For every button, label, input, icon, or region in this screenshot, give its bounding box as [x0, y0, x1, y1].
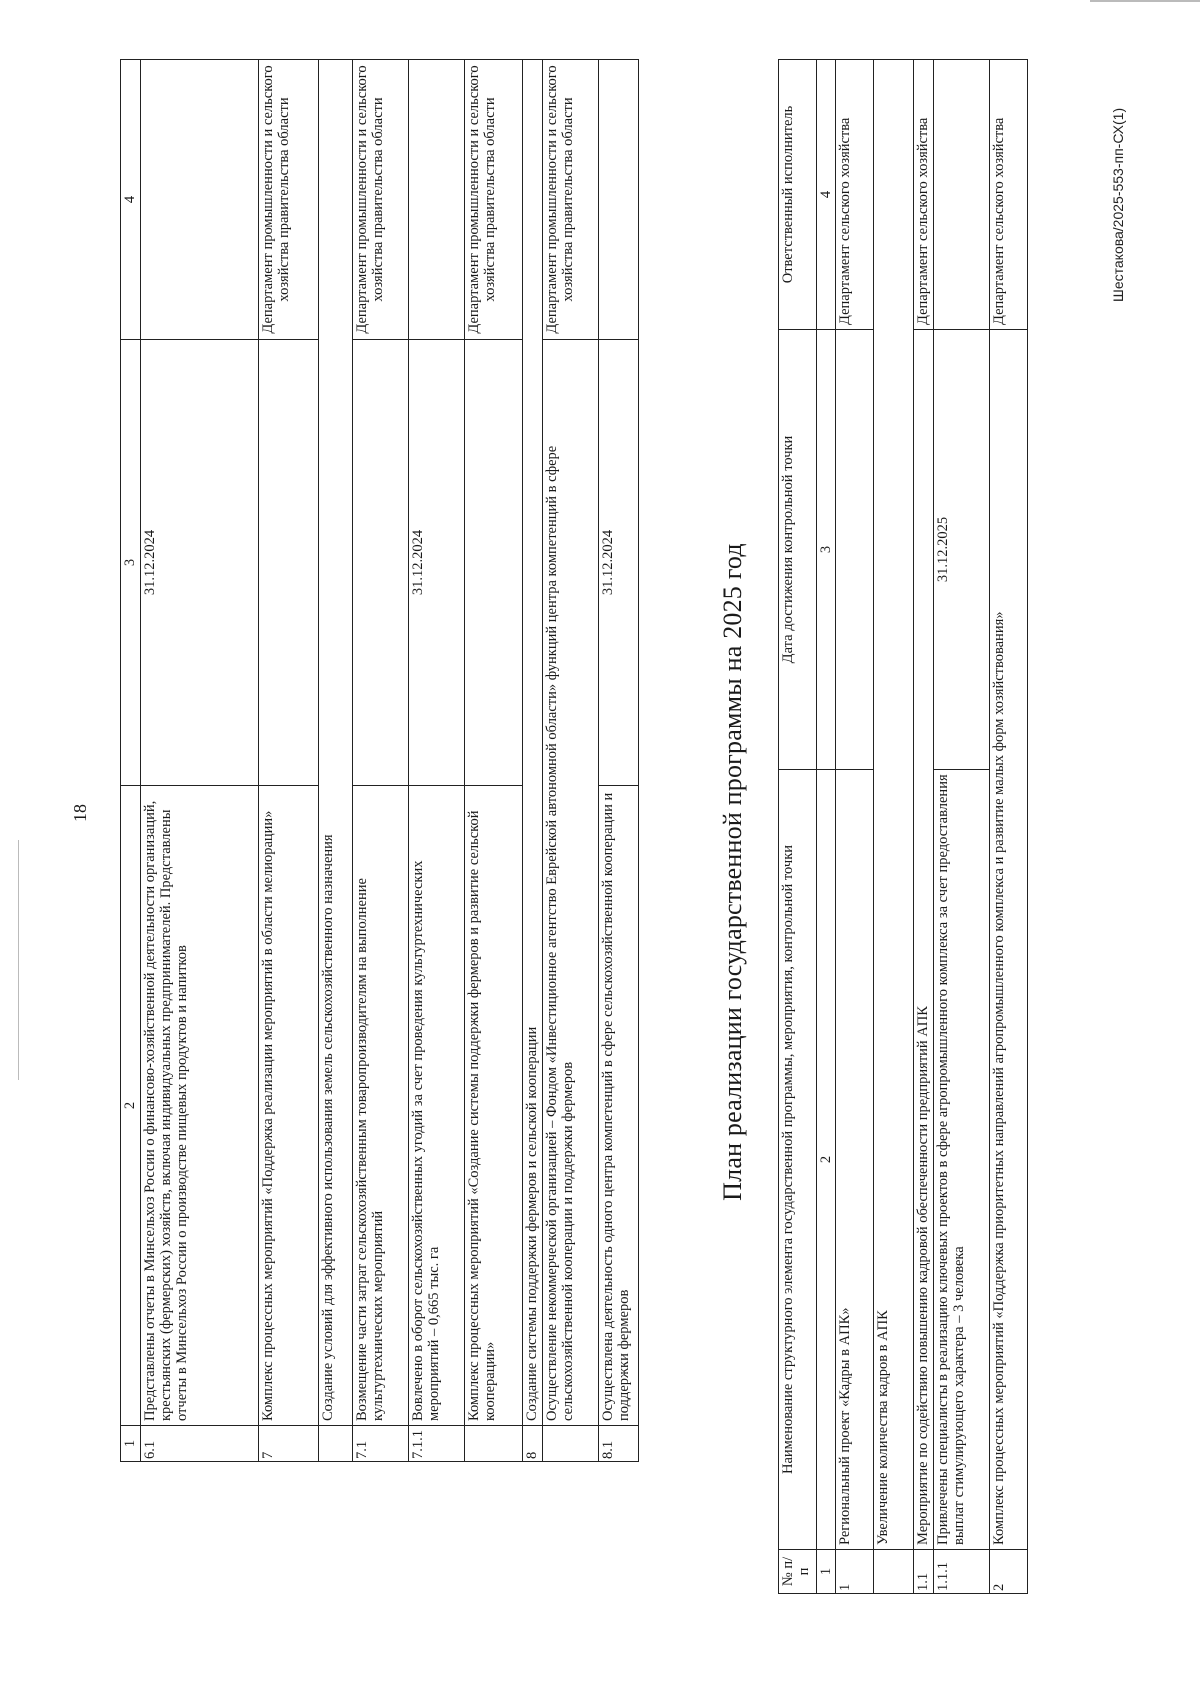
- row-date: 31.12.2024: [141, 340, 259, 786]
- row-executor: [409, 60, 465, 340]
- row-date: [465, 340, 523, 786]
- row-number: 1.1: [914, 1550, 934, 1594]
- row-number: 7.1.1: [409, 1426, 465, 1462]
- row-number: 6.1: [141, 1426, 259, 1462]
- column-header: Наименование структурного элемента государственной программы, мероприятия, контрольной точки: [779, 770, 817, 1550]
- row-executor: [599, 60, 639, 340]
- row-number: [319, 1426, 353, 1462]
- table-row: [934, 60, 990, 1594]
- row-name: Осуществлена деятельность одного центра компетенций в сфере сельскохозяйственной кооперации и поддержки фермеров: [599, 786, 639, 1426]
- table-row: [874, 60, 914, 1594]
- row-date: [353, 340, 409, 786]
- continuation-table: [120, 59, 639, 1462]
- row-date: [259, 340, 319, 786]
- row-date: 31.12.2024: [599, 340, 639, 786]
- row-name: Региональный проект «Кадры в АПК»: [836, 770, 874, 1550]
- row-number: 2: [990, 1550, 1028, 1594]
- row-executor: Департамент сельского хозяйства: [836, 60, 874, 330]
- table-row: [523, 60, 543, 1462]
- table-header-row: [779, 60, 817, 1594]
- row-name: Вовлечено в оборот сельскохозяйственных угодий за счет проведения культуртехнических мероприятий – 0,665 тыс. га: [409, 786, 465, 1426]
- plan-title: План реализации государственной программы на 2025 год: [718, 543, 747, 1201]
- column-number: 3: [121, 340, 141, 786]
- table-row: [465, 60, 523, 1462]
- row-date: 31.12.2025: [934, 330, 990, 770]
- row-number: 8.1: [599, 1426, 639, 1462]
- table-row: [319, 60, 353, 1462]
- row-date: 31.12.2024: [409, 340, 465, 786]
- row-name: Комплекс процессных мероприятий «Поддержка приоритетных направлений агропромышленного комплекса и развитие малых форм хозяйствования»: [990, 330, 1028, 1550]
- row-number: 1: [836, 1550, 874, 1594]
- column-header: Ответственный исполнитель: [779, 60, 817, 330]
- row-name: Возмещение части затрат сельскохозяйственным товаропроизводителям на выполнение культуртехнических мероприятий: [353, 786, 409, 1426]
- row-number: 1.1.1: [934, 1550, 990, 1594]
- table-header-row: [121, 60, 141, 1462]
- row-name: Мероприятие по содействию повышению кадровой обеспеченности предприятий АПК: [914, 330, 934, 1550]
- row-executor: Департамент сельского хозяйства: [914, 60, 934, 330]
- table-row: [599, 60, 639, 1462]
- row-executor: [934, 60, 990, 330]
- plan-table: [778, 59, 1028, 1594]
- column-number: 1: [121, 1426, 141, 1462]
- table-row: [259, 60, 319, 1462]
- row-number: 8: [523, 1426, 543, 1462]
- table-row: [836, 60, 874, 1594]
- row-name: Осуществление некоммерческой организацией – Фондом «Инвестиционное агентство Еврейской автономной области» функций центра компетенций в сфере сельскохозяйственной кооперации и поддержки фермеров: [543, 340, 599, 1426]
- column-number: 2: [817, 770, 836, 1550]
- column-number: 2: [121, 786, 141, 1426]
- row-name: Создание системы поддержки фермеров и сельской кооперации: [523, 60, 543, 1426]
- column-header: № п/п: [779, 1550, 817, 1594]
- row-executor: [141, 60, 259, 340]
- row-executor: Департамент сельского хозяйства: [990, 60, 1028, 330]
- row-name: Создание условий для эффективного использования земель сельскохозяйственного назначения: [319, 60, 353, 1426]
- page-number: 18: [70, 804, 90, 822]
- row-number: 7.1: [353, 1426, 409, 1462]
- table-row: [409, 60, 465, 1462]
- row-number: [465, 1426, 523, 1462]
- column-number: 1: [817, 1550, 836, 1594]
- table-number-row: [817, 60, 836, 1594]
- row-name: Привлечены специалисты в реализацию ключевых проектов в сфере агропромышленного комплекса за счет предоставления выплат стимулирующего характера – 3 человека: [934, 770, 990, 1550]
- row-number: [874, 1550, 914, 1594]
- row-date: [836, 330, 874, 770]
- column-number: 4: [121, 60, 141, 340]
- column-header: Дата достижения контрольной точки: [779, 330, 817, 770]
- row-name: Увеличение количества кадров в АПК: [874, 60, 914, 1550]
- row-number: 7: [259, 1426, 319, 1462]
- row-number: [543, 1426, 599, 1462]
- document-code: Шестакова/2025-553-пп-СХ(1): [1110, 107, 1126, 302]
- row-executor: Департамент промышленности и сельского хозяйства правительства области: [465, 60, 523, 340]
- table-row: [543, 60, 599, 1462]
- column-number: 4: [817, 60, 836, 330]
- table-row: [914, 60, 934, 1594]
- row-executor: Департамент промышленности и сельского хозяйства правительства области: [259, 60, 319, 340]
- row-name: Комплекс процессных мероприятий «Создание системы поддержки фермеров и развитие сельской кооперации»: [465, 786, 523, 1426]
- row-name: Представлены отчеты в Минсельхоз России о финансово-хозяйственной деятельности организаций, крестьянских (фермерских) хозяйств, включая индивидуальных предпринимателей. Представлены отчеты в Минсельхоз России о производстве пищевых продуктов и напитков: [141, 786, 259, 1426]
- column-number: 3: [817, 330, 836, 770]
- table-row: [990, 60, 1028, 1594]
- row-executor: Департамент промышленности и сельского хозяйства правительства области: [353, 60, 409, 340]
- table-row: [141, 60, 259, 1462]
- row-executor: Департамент промышленности и сельского хозяйства правительства области: [543, 60, 599, 340]
- table-row: [353, 60, 409, 1462]
- row-name: Комплекс процессных мероприятий «Поддержка реализации мероприятий в области мелиорации»: [259, 786, 319, 1426]
